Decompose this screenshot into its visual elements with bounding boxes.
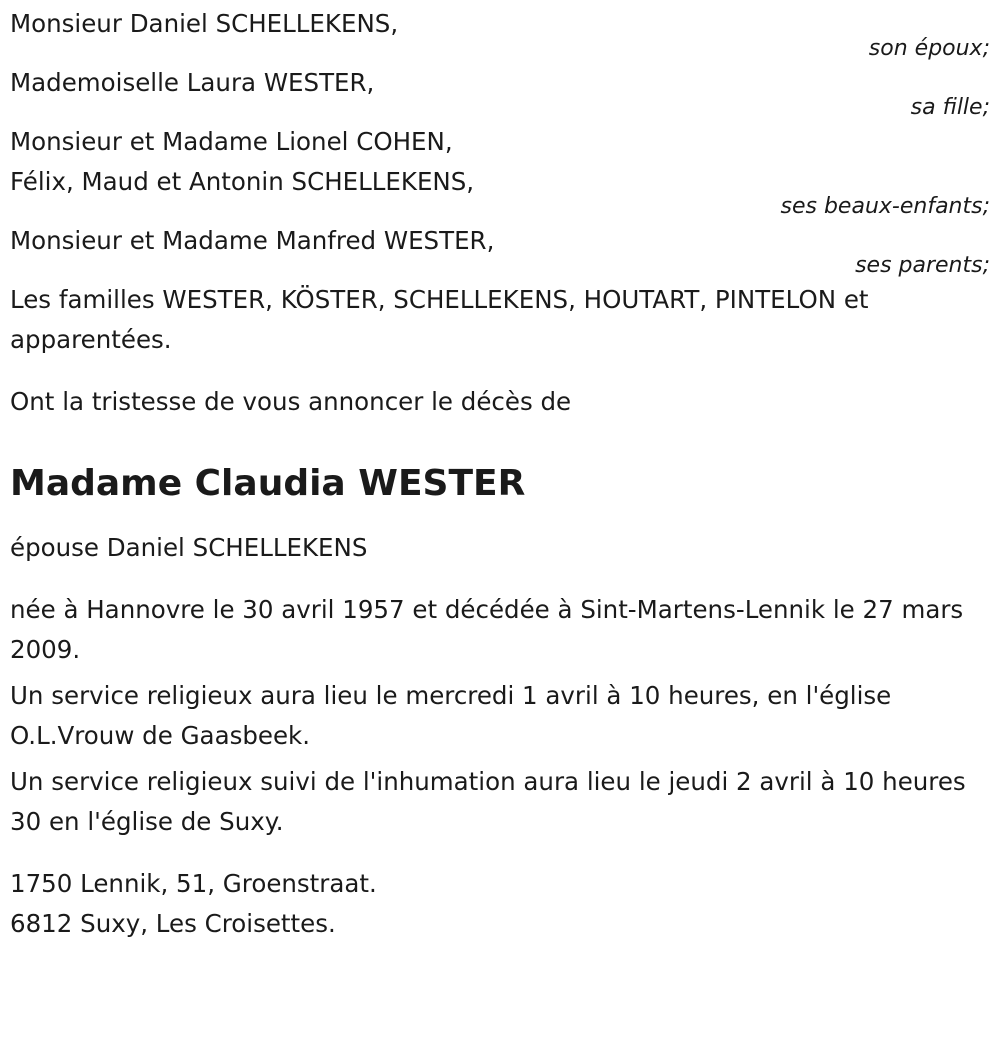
spacer [10,360,990,382]
family-member-stepchildren-2: Félix, Maud et Antonin SCHELLEKENS, [10,167,475,196]
family-member-spouse: Monsieur Daniel SCHELLEKENS, [10,9,399,38]
extended-families: Les familles WESTER, KÖSTER, SCHELLEKENS, HOUTART, PINTELON et apparentées. [10,285,869,354]
service-gaasbeek: Un service religieux aura lieu le mercredi 1 avril à 10 heures, en l'église O.L.Vrouw de Gaasbeek. [10,681,892,750]
relation-stepchildren: ses beaux-enfants; [780,194,990,219]
spacer [10,568,990,590]
announcement-text: Ont la tristesse de vous annoncer le décès de [10,387,572,416]
family-member-daughter: Mademoiselle Laura WESTER, [10,68,375,97]
deceased-name: Madame Claudia WESTER [10,463,526,504]
relation-spouse: son époux; [868,36,990,61]
spacer [10,506,990,528]
family-member-stepchildren-1: Monsieur et Madame Lionel COHEN, [10,127,453,156]
spouse-line: épouse Daniel SCHELLEKENS [10,533,368,562]
spacer [10,842,990,864]
family-member-parents: Monsieur et Madame Manfred WESTER, [10,226,495,255]
relation-parents: ses parents; [855,253,990,278]
address-lennik: 1750 Lennik, 51, Groenstraat. [10,869,377,898]
birth-death-details: née à Hannovre le 30 avril 1957 et décédée à Sint-Martens-Lennik le 27 mars 2009. [10,595,964,664]
address-suxy: 6812 Suxy, Les Croisettes. [10,909,336,938]
service-suxy: Un service religieux suivi de l'inhumation aura lieu le jeudi 2 avril à 10 heures 30 en l'église de Suxy. [10,767,966,836]
relation-daughter: sa fille; [910,95,990,120]
